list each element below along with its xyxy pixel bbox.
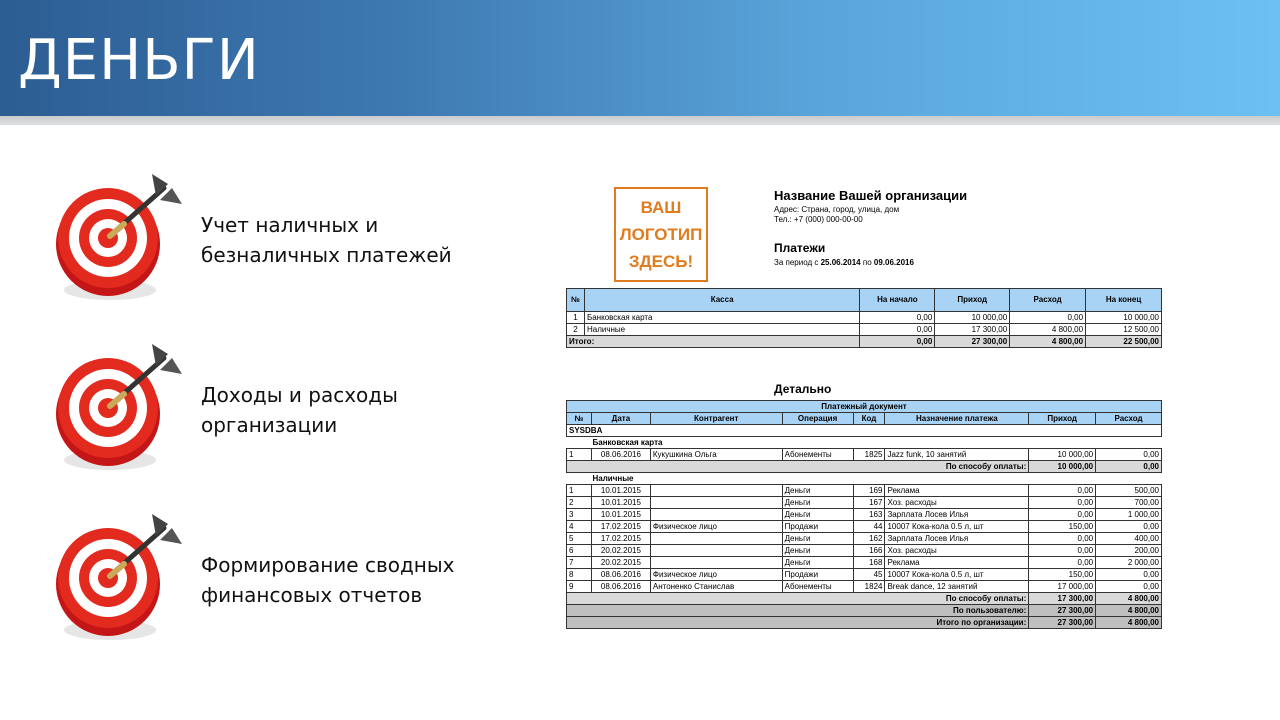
summary-cell: 0,00 xyxy=(1010,312,1086,324)
detail-cell: 1 xyxy=(567,485,592,497)
detail-row xyxy=(567,545,1162,557)
detail-header: № xyxy=(567,413,592,425)
detail-cell: 0,00 xyxy=(1029,509,1096,521)
detail-cell: Деньги xyxy=(782,497,853,509)
user-total-row-expense: 4 800,00 xyxy=(1096,605,1162,617)
summary-total-cell: 4 800,00 xyxy=(1010,336,1086,348)
detail-cell: Абонементы xyxy=(782,581,853,593)
detail-cell: Деньги xyxy=(782,485,853,497)
summary-total-cell: 22 500,00 xyxy=(1086,336,1162,348)
detail-cell: 0,00 xyxy=(1029,545,1096,557)
detail-cell: Jazz funk, 10 занятий xyxy=(885,449,1029,461)
detail-cell: 167 xyxy=(853,497,885,509)
summary-cell: 17 300,00 xyxy=(935,324,1010,336)
org-total-row xyxy=(567,617,1162,629)
detail-cell: 45 xyxy=(853,569,885,581)
payment-method-row xyxy=(567,473,1162,485)
detail-cell: Физическое лицо xyxy=(650,569,782,581)
detail-cell: Продажи xyxy=(782,569,853,581)
detail-cell: Реклама xyxy=(885,485,1029,497)
detail-cell: 20.02.2015 xyxy=(591,545,650,557)
detail-cell: 0,00 xyxy=(1096,581,1162,593)
subtotal-row-label: По способу оплаты: xyxy=(567,593,1029,605)
summary-header: На конец xyxy=(1086,289,1162,312)
summary-header: Расход xyxy=(1010,289,1086,312)
detail-cell: 169 xyxy=(853,485,885,497)
summary-cell: 4 800,00 xyxy=(1010,324,1086,336)
subtotal-row-expense: 0,00 xyxy=(1096,461,1162,473)
detail-cell: Физическое лицо xyxy=(650,521,782,533)
target-dart-icon xyxy=(52,168,192,308)
report-period: За период с 25.06.2014 по 09.06.2016 xyxy=(774,258,914,267)
detail-cell: 0,00 xyxy=(1029,485,1096,497)
detail-row xyxy=(567,497,1162,509)
detail-cell: 3 xyxy=(567,509,592,521)
summary-total-cell: 27 300,00 xyxy=(935,336,1010,348)
org-total-row-label: Итого по организации: xyxy=(567,617,1029,629)
feature-text: Учет наличных и безналичных платежей xyxy=(201,213,452,267)
detail-cell: 10007 Кока-кола 0.5 л, шт xyxy=(885,569,1029,581)
summary-total-cell: 0,00 xyxy=(860,336,935,348)
target-dart-icon xyxy=(52,338,192,478)
detail-cell: 0,00 xyxy=(1029,533,1096,545)
detail-cell: Деньги xyxy=(782,533,853,545)
user-row xyxy=(567,425,1162,437)
detail-cell: 200,00 xyxy=(1096,545,1162,557)
detail-cell: 17 000,00 xyxy=(1029,581,1096,593)
detail-cell: 163 xyxy=(853,509,885,521)
summary-table xyxy=(566,288,1162,348)
summary-row xyxy=(567,324,1162,336)
detail-table xyxy=(566,400,1162,629)
detail-cell: 5 xyxy=(567,533,592,545)
summary-cell: 12 500,00 xyxy=(1086,324,1162,336)
org-phone: Тел.: +7 (000) 000-00-00 xyxy=(774,215,863,224)
summary-header: Касса xyxy=(584,289,859,312)
detail-cell: Абонементы xyxy=(782,449,853,461)
period-to: 09.06.2016 xyxy=(873,258,914,267)
feature-text: Формирование сводных финансовых отчетов xyxy=(201,553,455,607)
detail-cell: 2 000,00 xyxy=(1096,557,1162,569)
summary-header: Приход xyxy=(935,289,1010,312)
org-total-row-expense: 4 800,00 xyxy=(1096,617,1162,629)
detail-cell: 1 xyxy=(567,449,592,461)
detail-cell: Кукушкина Ольга xyxy=(650,449,782,461)
summary-cell: Банковская карта xyxy=(584,312,859,324)
summary-cell: 0,00 xyxy=(860,324,935,336)
detail-cell: Хоз. расходы xyxy=(885,545,1029,557)
detail-cell: 44 xyxy=(853,521,885,533)
detail-cell: 08.06.2016 xyxy=(591,449,650,461)
detail-cell: 0,00 xyxy=(1096,521,1162,533)
detail-row xyxy=(567,485,1162,497)
detail-row xyxy=(567,533,1162,545)
org-total-row-income: 27 300,00 xyxy=(1029,617,1096,629)
detail-cell: 700,00 xyxy=(1096,497,1162,509)
detail-cell: 6 xyxy=(567,545,592,557)
detail-cell: Деньги xyxy=(782,509,853,521)
detail-cell: 1825 xyxy=(853,449,885,461)
detail-row xyxy=(567,557,1162,569)
payment-method-row-label: Наличные xyxy=(567,473,1162,485)
logo-text: ВАШ ЛОГОТИП ЗДЕСЬ! xyxy=(619,198,703,271)
detail-cell: 0,00 xyxy=(1096,569,1162,581)
detail-cell xyxy=(650,557,782,569)
detail-cell xyxy=(650,485,782,497)
summary-cell: Наличные xyxy=(584,324,859,336)
logo-placeholder xyxy=(614,187,708,282)
detail-cell: Зарплата Лосев Илья xyxy=(885,509,1029,521)
detail-header: Контрагент xyxy=(650,413,782,425)
detail-cell: 166 xyxy=(853,545,885,557)
org-contacts xyxy=(774,205,899,225)
detail-cell: 500,00 xyxy=(1096,485,1162,497)
detail-cell: Деньги xyxy=(782,545,853,557)
detail-header: Код xyxy=(853,413,885,425)
detail-cell: 10.01.2015 xyxy=(591,509,650,521)
user-row-label: SYSDBA xyxy=(567,425,1162,437)
detail-cell: 17.02.2015 xyxy=(591,533,650,545)
detail-cell: 162 xyxy=(853,533,885,545)
detail-cell: 10007 Кока-кола 0.5 л, шт xyxy=(885,521,1029,533)
detail-header: Дата xyxy=(591,413,650,425)
subtotal-row-income: 17 300,00 xyxy=(1029,593,1096,605)
detail-cell: 150,00 xyxy=(1029,569,1096,581)
detail-row xyxy=(567,509,1162,521)
org-address: Адрес: Страна, город, улица, дом xyxy=(774,205,900,214)
subtotal-row xyxy=(567,593,1162,605)
detail-cell: 1 000,00 xyxy=(1096,509,1162,521)
detail-cell: 10.01.2015 xyxy=(591,485,650,497)
detail-header: Назначение платежа xyxy=(885,413,1029,425)
user-total-row-label: По пользователю: xyxy=(567,605,1029,617)
detail-cell: Хоз. расходы xyxy=(885,497,1029,509)
detail-cell: Зарплата Лосев Илья xyxy=(885,533,1029,545)
detail-cell: 0,00 xyxy=(1029,497,1096,509)
detail-row xyxy=(567,569,1162,581)
detail-header: Операция xyxy=(782,413,853,425)
detail-cell: 7 xyxy=(567,557,592,569)
detail-title: Детально xyxy=(774,382,832,396)
detail-cell: 400,00 xyxy=(1096,533,1162,545)
detail-header: Приход xyxy=(1029,413,1096,425)
detail-cell: 08.06.2016 xyxy=(591,569,650,581)
detail-cell: 1824 xyxy=(853,581,885,593)
detail-cell: 08.06.2016 xyxy=(591,581,650,593)
summary-total-cell: Итого: xyxy=(567,336,860,348)
detail-cell: 17.02.2015 xyxy=(591,521,650,533)
detail-cell: Продажи xyxy=(782,521,853,533)
detail-cell: 0,00 xyxy=(1096,449,1162,461)
org-name: Название Вашей организации xyxy=(774,188,968,203)
detail-cell xyxy=(650,509,782,521)
detail-group-header: Платежный документ xyxy=(567,401,1162,413)
payment-method-row xyxy=(567,437,1162,449)
summary-cell: 2 xyxy=(567,324,585,336)
summary-header: На начало xyxy=(860,289,935,312)
detail-cell: 20.02.2015 xyxy=(591,557,650,569)
detail-row xyxy=(567,449,1162,461)
detail-cell: 2 xyxy=(567,497,592,509)
detail-cell: Break dance, 12 занятий xyxy=(885,581,1029,593)
slide-title: ДЕНЬГИ xyxy=(18,28,260,93)
detail-cell xyxy=(650,497,782,509)
user-total-row xyxy=(567,605,1162,617)
summary-cell: 0,00 xyxy=(860,312,935,324)
target-dart-icon xyxy=(52,508,192,648)
feature-item xyxy=(52,338,512,478)
detail-cell: Деньги xyxy=(782,557,853,569)
detail-cell xyxy=(650,545,782,557)
feature-text: Доходы и расходы организации xyxy=(201,383,398,437)
subtotal-row-expense: 4 800,00 xyxy=(1096,593,1162,605)
detail-header: Расход xyxy=(1096,413,1162,425)
subtotal-row-income: 10 000,00 xyxy=(1029,461,1096,473)
detail-row xyxy=(567,581,1162,593)
detail-cell: 9 xyxy=(567,581,592,593)
summary-cell: 10 000,00 xyxy=(935,312,1010,324)
summary-cell: 10 000,00 xyxy=(1086,312,1162,324)
summary-total-row xyxy=(567,336,1162,348)
detail-cell: 8 xyxy=(567,569,592,581)
detail-cell: 0,00 xyxy=(1029,557,1096,569)
detail-cell: 150,00 xyxy=(1029,521,1096,533)
report-title: Платежи xyxy=(774,241,826,255)
detail-row xyxy=(567,521,1162,533)
summary-cell: 1 xyxy=(567,312,585,324)
detail-cell: 10.01.2015 xyxy=(591,497,650,509)
feature-item xyxy=(52,508,512,648)
period-from: 25.06.2014 xyxy=(820,258,861,267)
detail-cell: 168 xyxy=(853,557,885,569)
banner-divider xyxy=(0,116,1280,125)
feature-item xyxy=(52,168,512,308)
summary-row xyxy=(567,312,1162,324)
detail-cell: Антоненко Станислав xyxy=(650,581,782,593)
detail-cell: 4 xyxy=(567,521,592,533)
detail-cell: 10 000,00 xyxy=(1029,449,1096,461)
payment-method-row-label: Банковская карта xyxy=(567,437,1162,449)
user-total-row-income: 27 300,00 xyxy=(1029,605,1096,617)
subtotal-row-label: По способу оплаты: xyxy=(567,461,1029,473)
detail-cell xyxy=(650,533,782,545)
summary-header: № xyxy=(567,289,585,312)
detail-cell: Реклама xyxy=(885,557,1029,569)
subtotal-row xyxy=(567,461,1162,473)
